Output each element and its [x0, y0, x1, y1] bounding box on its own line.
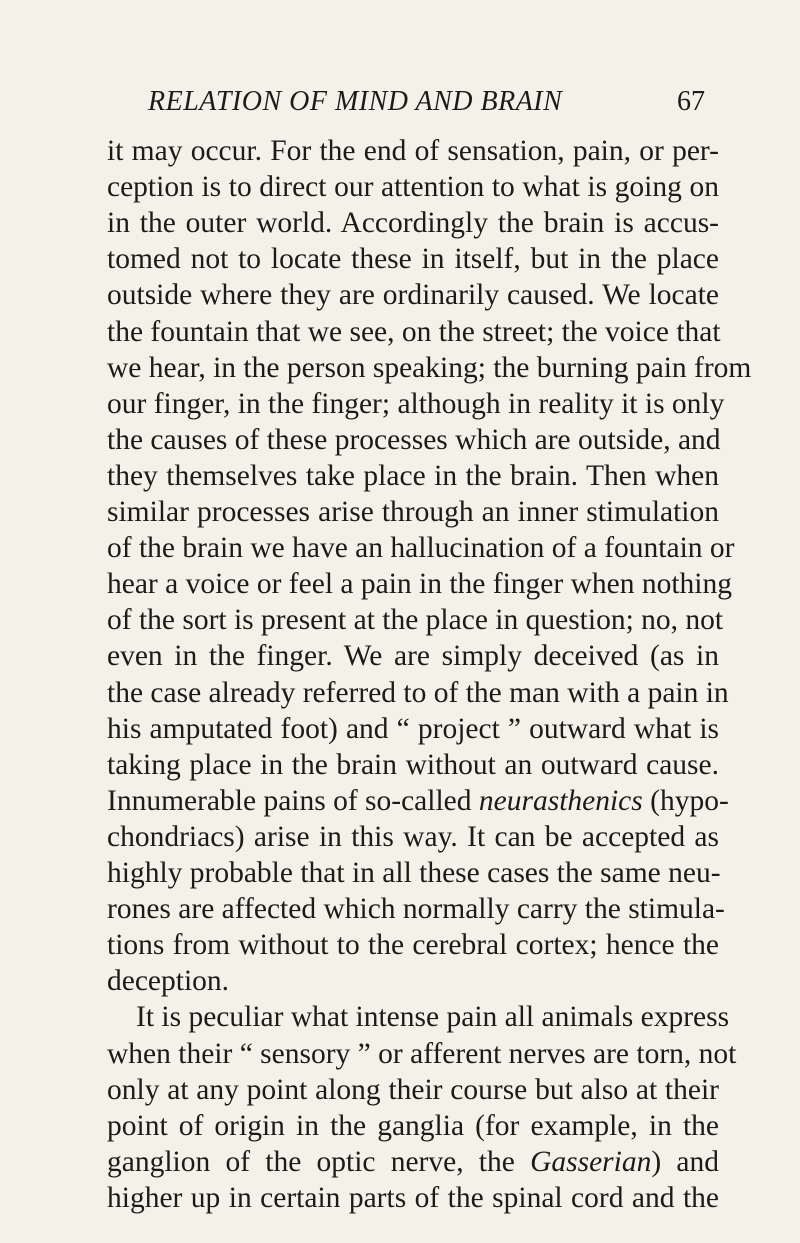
text-run: when their “ sensory ” or afferent nerves are torn, not	[107, 1037, 737, 1070]
text-run: the causes of these processes which are outside, and	[107, 423, 721, 456]
text-run: of the sort is present at the place in question; no, not	[107, 604, 724, 637]
text-run: of the brain we have an hallucination of a fountain or	[107, 532, 735, 565]
text-run: similar processes arise through an inner stimulation	[107, 496, 719, 528]
text-run: only at any point along their course but also at their	[107, 1073, 719, 1106]
text-run: tomed not to locate these in itself, but in the place	[107, 243, 719, 276]
text-line	[107, 386, 725, 422]
text-line	[107, 747, 719, 783]
text-line	[107, 675, 729, 711]
text-line	[107, 1072, 719, 1108]
text-run: (hypo-	[642, 784, 729, 817]
text-line	[107, 350, 752, 386]
text-line	[107, 277, 719, 313]
text-run: point of origin in the ganglia (for example, in the	[107, 1109, 719, 1142]
text-line	[107, 494, 719, 530]
text-line	[107, 241, 719, 277]
text-run: hear a voice or feel a pain in the finger when nothing	[107, 568, 732, 601]
italic-term: neurasthenics	[478, 784, 643, 817]
text-run: rones are affected which normally carry the stimula-	[107, 893, 725, 926]
text-line	[107, 927, 719, 963]
text-run: we hear, in the person speaking; the burning pain from	[107, 351, 752, 384]
text-line	[107, 133, 719, 169]
text-run: ception is to direct our attention to what is going on	[107, 171, 719, 204]
text-run: ganglion of the optic nerve, the	[107, 1145, 531, 1178]
text-line	[107, 783, 729, 819]
text-line	[136, 999, 730, 1035]
text-run: his amputated foot) and “ project ” outward what is	[107, 712, 719, 745]
text-run: Innumerable pains of so-called	[107, 784, 479, 817]
page-number: 67	[677, 86, 705, 117]
text-line	[107, 205, 719, 241]
text-run: tions from without to the cerebral cortex; hence the	[107, 929, 719, 962]
text-line	[107, 711, 719, 747]
text-line	[107, 819, 719, 855]
text-line	[107, 458, 719, 494]
text-line	[107, 1144, 719, 1180]
text-line	[107, 1108, 719, 1144]
text-run: it may occur. For the end of sensation, pain, or per-	[107, 135, 719, 167]
text-line	[107, 891, 725, 927]
text-run: highly probable that in all these cases the same neu-	[107, 857, 721, 889]
text-line	[107, 422, 719, 458]
text-line	[107, 314, 719, 350]
text-run: deception.	[107, 965, 230, 998]
text-run: the fountain that we see, on the street; the voice that	[107, 315, 721, 348]
text-line	[107, 602, 724, 638]
text-run: the case already referred to of the man with a pain in	[107, 676, 729, 709]
text-run: taking place in the brain without an outward cause.	[107, 748, 719, 781]
text-line	[107, 1036, 737, 1072]
text-line	[107, 638, 719, 674]
text-line	[107, 963, 719, 999]
running-title: RELATION OF MIND AND BRAIN	[148, 86, 563, 117]
text-run: even in the finger. We are simply deceived (as in	[107, 640, 719, 673]
text-run: in the outer world. Accordingly the brain is accus-	[107, 207, 719, 240]
text-run: chondriacs) arise in this way. It can be accepted as	[107, 820, 719, 853]
text-run: outside where they are ordinarily caused. We locate	[107, 279, 719, 312]
text-line	[107, 566, 732, 602]
text-run: ) and	[651, 1145, 719, 1178]
text-run: higher up in certain parts of the spinal cord and the	[107, 1181, 719, 1214]
text-run: our finger, in the finger; although in reality it is only	[107, 387, 725, 420]
text-line	[107, 169, 719, 205]
text-line	[107, 530, 735, 566]
text-run: It is peculiar what intense pain all animals express	[136, 1001, 730, 1034]
italic-term: Gasserian	[530, 1145, 652, 1178]
text-line	[107, 1180, 719, 1216]
text-line	[107, 855, 719, 891]
text-run: they themselves take place in the brain. Then when	[107, 459, 719, 492]
